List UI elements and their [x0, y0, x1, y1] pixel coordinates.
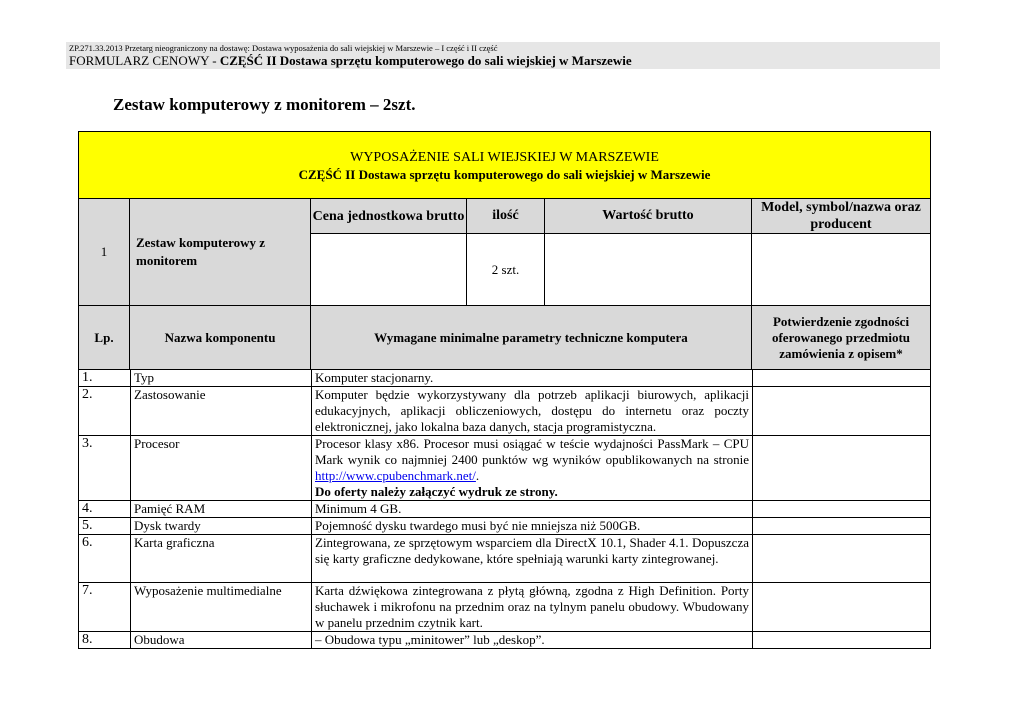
spec-component: Procesor: [131, 436, 312, 501]
spec-component: Dysk twardy: [131, 518, 312, 535]
spec-table: [78, 369, 931, 649]
unit-price-field[interactable]: [310, 233, 467, 306]
spec-lp: 5.: [79, 518, 131, 535]
spec-description: Karta dźwiękowa zintegrowana z płytą główną, zgodna z High Definition. Porty słuchawek i mikrofonu na przednim oraz na tylnym panelu obudowy. Wbudowany w panelu przednim czytnik kart.: [312, 583, 753, 632]
spec-description: Minimum 4 GB.: [312, 501, 753, 518]
spec-lp: 2.: [79, 387, 131, 436]
unit-price-label: Cena jednostkowa brutto: [312, 208, 465, 224]
quantity-header: [466, 198, 545, 234]
cpubenchmark-link[interactable]: http://www.cpubenchmark.net/: [315, 468, 476, 483]
spec-confirm-field[interactable]: [753, 370, 931, 387]
spec-component: Pamięć RAM: [131, 501, 312, 518]
spec-confirm-field[interactable]: [753, 501, 931, 518]
spec-component: Wyposażenie multimedialne: [131, 583, 312, 632]
spec-row: [79, 501, 931, 518]
spec-lp: 1.: [79, 370, 131, 387]
spec-confirm-field[interactable]: [753, 436, 931, 501]
spec-lp: 7.: [79, 583, 131, 632]
spec-lp: 4.: [79, 501, 131, 518]
spec-confirm-field[interactable]: [753, 583, 931, 632]
spec-component: Karta graficzna: [131, 535, 312, 583]
spec-row: [79, 387, 931, 436]
banner-line1: WYPOSAŻENIE SALI WIEJSKIEJ W MARSZEWIE: [350, 150, 659, 165]
form-title-bold: CZĘŚĆ II Dostawa sprzętu komputerowego do sali wiejskiej w Marszewie: [219, 53, 632, 68]
spec-row: [79, 583, 931, 632]
model-field[interactable]: [751, 233, 931, 306]
spec-confirm-field[interactable]: [753, 535, 931, 583]
spec-component: Zastosowanie: [131, 387, 312, 436]
spec-component: Typ: [131, 370, 312, 387]
spec-row: [79, 518, 931, 535]
spec-lp-header: [78, 305, 130, 370]
spec-lp: 8.: [79, 632, 131, 649]
spec-params-header: [310, 305, 752, 370]
spec-component-label: Nazwa komponentu: [164, 329, 276, 345]
spec-description: [312, 436, 753, 501]
spec-lp: 3.: [79, 436, 131, 501]
page-title: Zestaw komputerowy z monitorem – 2szt.: [113, 95, 416, 114]
banner: [78, 131, 931, 199]
spec-params-label: Wymagane minimalne parametry techniczne komputera: [374, 329, 688, 345]
document-header: [66, 42, 940, 69]
spec-description-text: Procesor klasy x86. Procesor musi osiągać w teście wydajności PassMark – CPU Mark wynik co najmniej 2400 punktów wg wyników opublikowanych na stronie: [315, 436, 749, 467]
form-title-normal: FORMULARZ CENOWY -: [69, 53, 220, 68]
model-header: [751, 198, 931, 234]
spec-description: Zintegrowana, ze sprzętowym wsparciem dla DirectX 10.1, Shader 4.1. Dopuszcza się karty graficzne dedykowane, które spełniają warunki karty zintegrowanej.: [312, 535, 753, 583]
item-number-cell: [78, 198, 130, 306]
unit-price-header: [310, 198, 467, 234]
total-value-label: Wartość brutto: [602, 208, 694, 223]
spec-confirm-label: Potwierdzenie zgodności oferowanego przedmiotu zamówienia z opisem*: [771, 313, 911, 361]
spec-row: [79, 436, 931, 501]
spec-confirm-header: [751, 305, 931, 370]
spec-component-header: [129, 305, 311, 370]
item-name-cell: [129, 198, 311, 306]
spec-confirm-field[interactable]: [753, 518, 931, 535]
item-name: Zestaw komputerowy z monitorem: [136, 235, 266, 268]
item-number: 1: [100, 244, 108, 259]
spec-description: Komputer stacjonarny.: [312, 370, 753, 387]
spec-lp-label: Lp.: [94, 329, 114, 345]
form-title: [69, 53, 632, 69]
spec-description: – Obudowa typu „minitower” lub „deskop”.: [312, 632, 753, 649]
spec-row: [79, 632, 931, 649]
total-value-field[interactable]: [544, 233, 752, 306]
spec-description: Komputer będzie wykorzystywany dla potrzeb aplikacji biurowych, aplikacji edukacyjnych, aplikacji obliczeniowych, dostępu do internetu oraz poczty elektronicznej, jako lokalna baza danych, stacja programistyczna.: [312, 387, 753, 436]
banner-line2: CZĘŚĆ II Dostawa sprzętu komputerowego do sali wiejskiej w Marszewie: [298, 167, 711, 182]
spec-note: Do oferty należy załączyć wydruk ze strony.: [315, 484, 558, 499]
spec-confirm-field[interactable]: [753, 387, 931, 436]
tender-reference: ZP.271.33.2013 Przetarg nieograniczony na dostawę: Dostawa wyposażenia do sali wiejskiej w Marszewie – I część i II część: [69, 43, 498, 53]
spec-description: Pojemność dysku twardego musi być nie mniejsza niż 500GB.: [312, 518, 753, 535]
quantity-label: ilość: [492, 208, 519, 223]
quantity-value-cell: [466, 233, 545, 306]
spec-lp: 6.: [79, 535, 131, 583]
spec-description-end: .: [475, 468, 480, 483]
spec-row: [79, 535, 931, 583]
spec-confirm-field[interactable]: [753, 632, 931, 649]
model-label: Model, symbol/nazwa oraz producent: [761, 200, 921, 232]
quantity-value: 2 szt.: [491, 261, 520, 277]
spec-row: [79, 370, 931, 387]
total-value-header: [544, 198, 752, 234]
spec-component: Obudowa: [131, 632, 312, 649]
